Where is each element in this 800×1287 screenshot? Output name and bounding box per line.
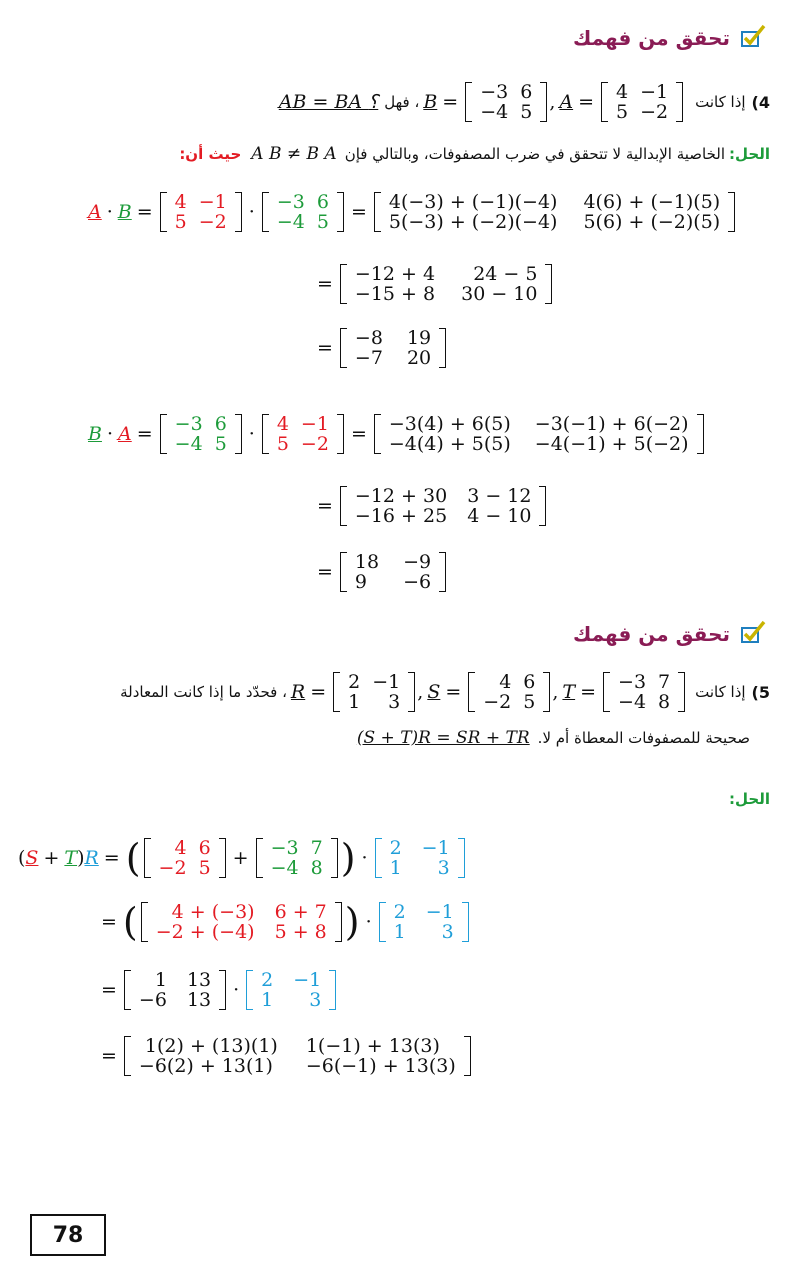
inequality: A B ≠ B A [251, 144, 337, 164]
ab-expansion-matrix: 4(−3) + (−1)(−4) 4(6) + (−1)(5) 5(−3) + (−2)(−4) 5(6) + (−2)(5) [374, 192, 735, 232]
problem-text-prefix: إذا كانت [695, 93, 746, 111]
matrix-A: 4 −1 5 −2 [262, 414, 344, 454]
problem-5-line2 [357, 728, 750, 748]
solution-text: الخاصية الإبدالية لا تتحقق في ضرب المصفوفات، وبالتالي فإن [344, 145, 726, 163]
section-heading: تحقق من فهمك [573, 26, 730, 50]
problem-5-matrices: R = 2 −1 1 3 , S = 4 6 −2 5 , T = −3 7 −4 8 [291, 672, 687, 712]
ab-result-matrix: −8 19 −7 20 [340, 328, 446, 368]
matrix-A: 4 −1 5 −2 [601, 82, 683, 122]
s5-line3: = 1 13 −6 13 · 2 −1 1 3 [96, 970, 338, 1010]
solution-label: الحل: [729, 145, 770, 163]
checkmark-icon [740, 24, 766, 48]
page-number: 78 [30, 1214, 106, 1256]
problem-number: 5) [751, 682, 770, 702]
checkmark-icon [740, 620, 766, 644]
ab-step2-matrix: −12 + 4 24 − 5 −15 + 8 30 − 10 [340, 264, 553, 304]
section-heading: تحقق من فهمك [573, 622, 730, 646]
matrix-S: 4 6 −2 5 [468, 672, 550, 712]
matrix-R: 2 −1 1 3 [333, 672, 415, 712]
ba-step2-matrix: −12 + 30 3 − 12 −16 + 25 4 − 10 [340, 486, 547, 526]
matrix-T: −3 7 −4 8 [256, 838, 338, 878]
ab-result-line: = −8 19 −7 20 [312, 328, 448, 368]
s5-line2: = ( 4 + (−3) 6 + 7 −2 + (−4) 5 + 8 ) · 2 −1 1 3 [96, 902, 471, 942]
ba-result-matrix: 18 −9 9 −6 [340, 552, 446, 592]
matrix-B: −3 6 −4 5 [160, 414, 242, 454]
matrix-T: −3 7 −4 8 [603, 672, 685, 712]
s5-sum-matrix: 4 + (−3) 6 + 7 −2 + (−4) 5 + 8 [141, 902, 342, 942]
problem-5 [120, 672, 770, 712]
matrix-S: 4 6 −2 5 [144, 838, 226, 878]
problem-number: 4) [751, 92, 770, 112]
s5-sum-result-matrix: 1 13 −6 13 [124, 970, 226, 1010]
problem-5-line2-text: صحيحة للمصفوفات المعطاة أم لا. [537, 729, 750, 747]
problem-4-question: AB = BA ؟ [278, 91, 379, 113]
problem-4 [279, 82, 770, 122]
ba-expansion-matrix: −3(4) + 6(5) −3(−1) + 6(−2) −4(4) + 5(5) −4(−1) + 5(−2) [374, 414, 704, 454]
s5-product-expansion-matrix: 1(2) + (13)(1) 1(−1) + 13(3) −6(2) + 13(1) −6(−1) + 13(3) [124, 1036, 471, 1076]
problem-5-prefix: إذا كانت [695, 683, 746, 701]
matrix-B: −3 6 −4 5 [262, 192, 344, 232]
matrix-A: 4 −1 5 −2 [160, 192, 242, 232]
ab-product-line: A · B = 4 −1 5 −2 · −3 6 −4 5 = 4(−3) + (−1)(−4) 4(6) + (−1)(5) 5(−3) + (−2)(−4) 5(6) + (−2)(5) [88, 192, 737, 232]
ba-result-line: = 18 −9 9 −6 [312, 552, 448, 592]
problem-4-math: B = −3 6 −4 5 , A = 4 −1 5 −2 [423, 82, 685, 122]
problem-5-equation: (S + T)R = SR + TR [356, 728, 530, 748]
ba-step2-line: = −12 + 30 3 − 12 −16 + 25 4 − 10 [312, 486, 548, 526]
problem-text-suffix: ، فهل [384, 93, 420, 111]
problem-5-suffix: ، فحدّد ما إذا كانت المعادلة [120, 683, 287, 701]
matrix-R: 2 −1 1 3 [246, 970, 336, 1010]
solution-label: الحل: [729, 790, 770, 808]
s5-line4: = 1(2) + (13)(1) 1(−1) + 13(3) −6(2) + 13(1) −6(−1) + 13(3) [96, 1036, 473, 1076]
solution-4-statement [179, 144, 770, 164]
s5-line1: ( S + T ) R = ( 4 6 −2 5 + −3 7 −4 8 ) · 2 −1 1 3 [18, 838, 467, 878]
ab-step2-line: = −12 + 4 24 − 5 −15 + 8 30 − 10 [312, 264, 554, 304]
ba-product-line: B · A = −3 6 −4 5 · 4 −1 5 −2 = −3(4) + 6(5) −3(−1) + 6(−2) −4(4) + 5(5) −4(−1) + 5(−2) [88, 414, 706, 454]
where-label: حيث أن: [179, 145, 242, 163]
matrix-R: 2 −1 1 3 [379, 902, 469, 942]
matrix-B: −3 6 −4 5 [465, 82, 547, 122]
matrix-R: 2 −1 1 3 [375, 838, 465, 878]
